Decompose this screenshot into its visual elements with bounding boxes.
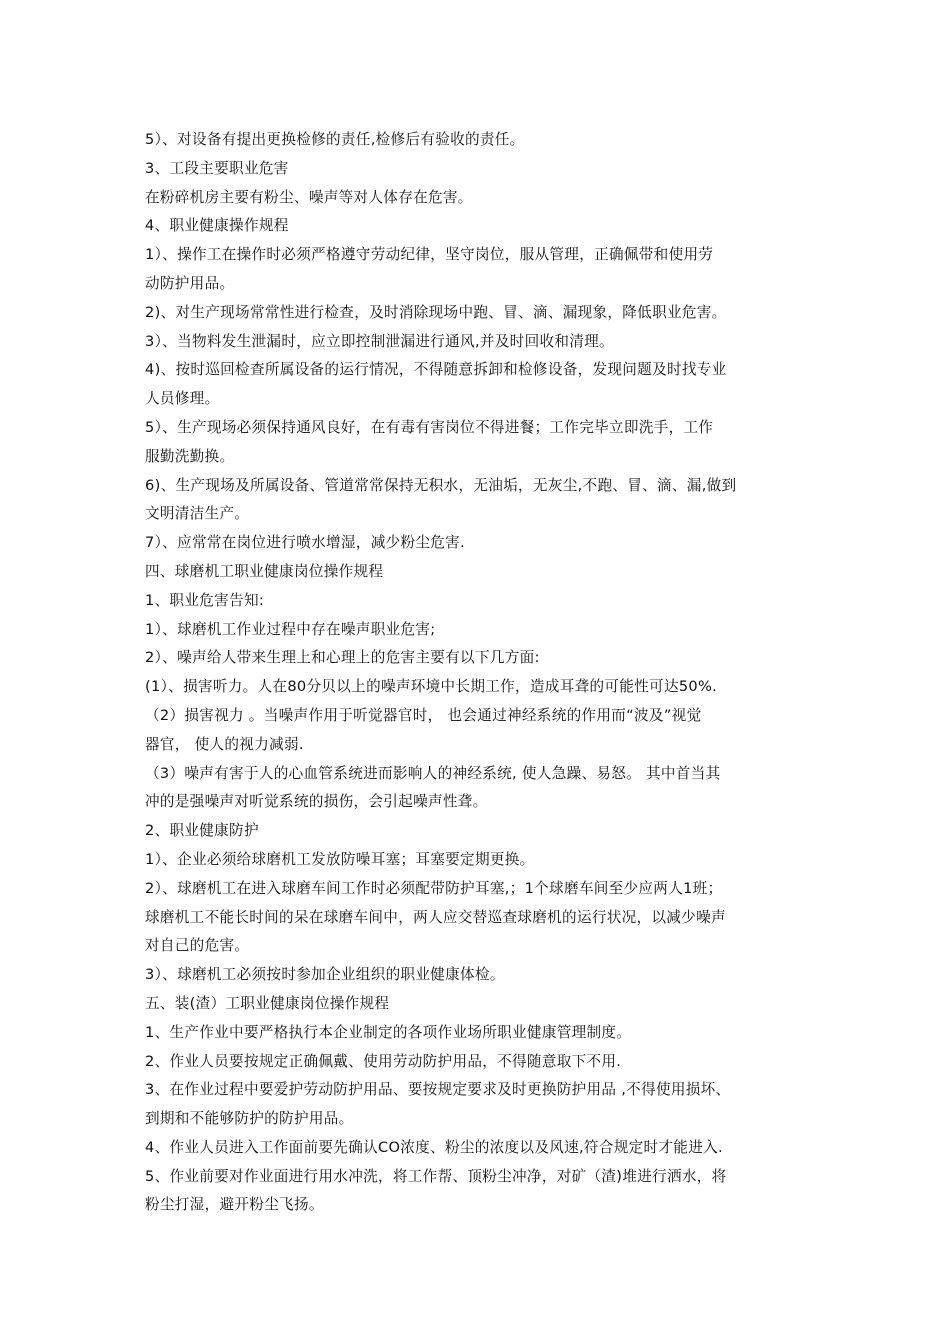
section-heading: 1、职业危害告知:: [145, 591, 265, 609]
text-line: 到期和不能够防护的防护用品。: [145, 1110, 354, 1128]
section-heading: 四、球磨机工职业健康岗位操作规程: [145, 562, 384, 580]
text-line: 对自己的危害。: [145, 937, 250, 955]
text-line: 2）、噪声给人带来生理上和心理上的危害主要有以下几方面:: [145, 649, 540, 667]
text-line: （3）噪声有害于人的心血管系统进而影响人的神经系统, 使人急躁、易怒。 其中首当其: [145, 764, 721, 782]
text-line: 1）、企业必须给球磨机工发放防噪耳塞；耳塞要定期更换。: [145, 850, 535, 868]
text-line: 动防护用品。: [145, 274, 235, 292]
text-line: 2、作业人员要按规定正确佩戴、使用劳动防护用品，不得随意取下不用.: [145, 1052, 622, 1070]
text-line: 1）、球磨机工作业过程中存在噪声职业危害;: [145, 620, 436, 638]
text-line: 4、作业人员进入工作面前要先确认CO浓度、粉尘的浓度以及风速,符合规定时才能进入.: [145, 1138, 723, 1156]
text-line: 6)、生产现场及所属设备、管道常常保持无积水，无油垢，无灰尘,不跑、冒、滴、漏,做到: [145, 476, 737, 494]
text-line: 粉尘打湿，避开粉尘飞扬。: [145, 1196, 324, 1214]
text-line: 1、生产作业中要严格执行本企业制定的各项作业场所职业健康管理制度。: [145, 1023, 632, 1041]
text-line: 服勤洗勤换。: [145, 447, 235, 465]
text-line: 1）、操作工在操作时必须严格遵守劳动纪律，坚守岗位，服从管理，正确佩带和使用劳: [145, 246, 714, 264]
text-line: 4)、按时巡回检查所属设备的运行情况，不得随意拆卸和检修设备，发现问题及时找专业: [145, 361, 727, 379]
text-line: 2)、对生产现场常常性进行检查，及时消除现场中跑、冒、滴、漏现象，降低职业危害。: [145, 303, 727, 321]
text-line: 5、作业前要对作业面进行用水冲洗，将工作帮、顶粉尘冲净，对矿（渣)堆进行洒水，将: [145, 1167, 727, 1185]
text-line: 人员修理。: [145, 390, 220, 408]
text-line: 5）、对设备有提出更换检修的责任,检修后有验收的责任。: [145, 131, 525, 148]
section-heading: 4、职业健康操作规程: [145, 217, 289, 235]
text-line: 球磨机工不能长时间的呆在球磨车间中，两人应交替巡查球磨机的运行状况，以减少噪声: [145, 908, 726, 926]
text-line: 器官， 使人的视力减弱.: [145, 735, 304, 753]
text-line: 3）、当物料发生泄漏时，应立即控制泄漏进行通风,并及时回收和清理。: [145, 332, 614, 350]
section-heading: 2、职业健康防护: [145, 822, 259, 840]
text-line: 冲的是强噪声对听觉系统的损伤，会引起噪声性聋。: [145, 793, 488, 811]
text-line: 3）、球磨机工必须按时参加企业组织的职业健康体检。: [145, 966, 505, 984]
text-line: （2）损害视力 。当噪声作用于听觉器官时， 也会通过神经系统的作用而“波及”视觉: [145, 706, 702, 724]
text-line: 2）、球磨机工在进入球磨车间工作时必须配带防护耳塞,；1个球磨车间至少应两人1班；: [145, 879, 723, 897]
text-line: 5）、生产现场必须保持通风良好，在有毒有害岗位不得进餐；工作完毕立即洗手，工作: [145, 418, 714, 436]
section-heading: 3、工段主要职业危害: [145, 159, 289, 177]
text-line: (1）、损害听力。人在80分贝以上的噪声环境中长期工作，造成耳聋的可能性可达50%.: [145, 678, 718, 696]
text-line: 3、在作业过程中要爱护劳动防护用品、要按规定要求及时更换防护用品 ,不得使用损坏、: [145, 1081, 731, 1099]
document-page: [145, 126, 810, 1220]
text-line: 在粉碎机房主要有粉尘、噪声等对人体存在危害。: [145, 188, 473, 206]
text-line: 文明清洁生产。: [145, 505, 250, 523]
section-heading: 五、装(渣）工职业健康岗位操作规程: [145, 994, 390, 1012]
text-line: 7）、应常常在岗位进行喷水增湿，减少粉尘危害.: [145, 534, 465, 552]
